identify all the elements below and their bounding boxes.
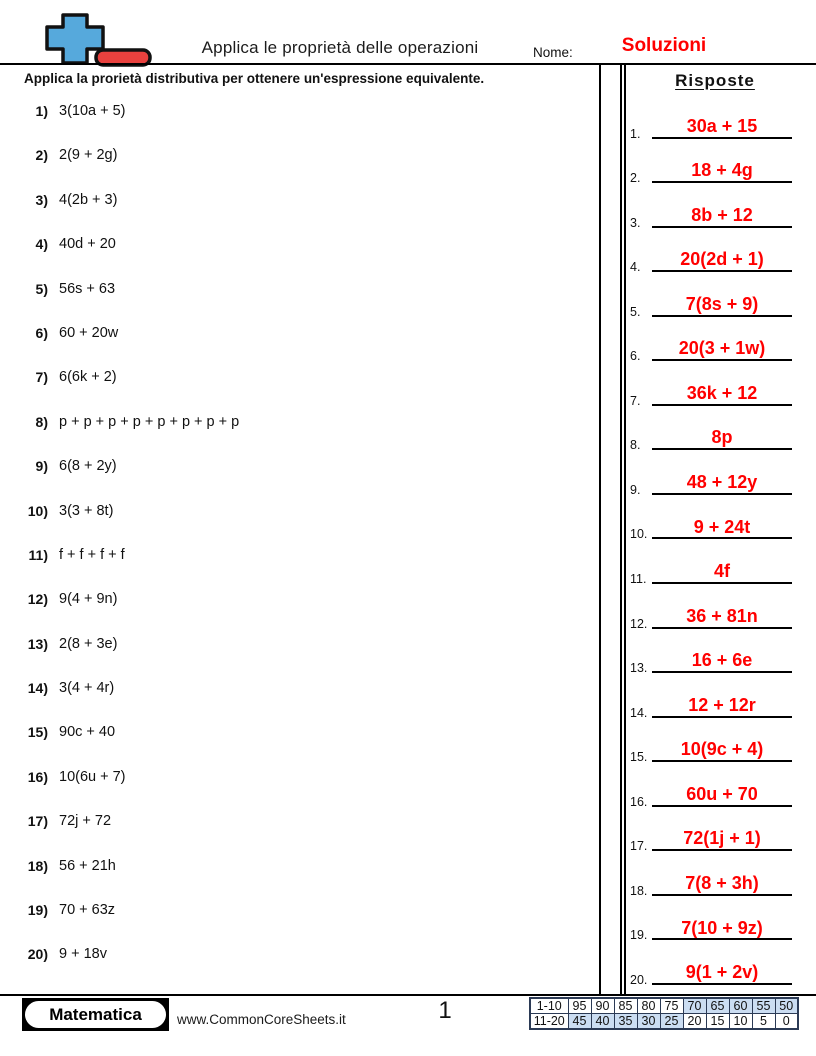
answer-value: 7(8 + 3h) <box>685 872 759 893</box>
question-row <box>0 325 595 369</box>
question-row <box>0 946 595 990</box>
question-number: 7) <box>35 369 48 386</box>
answer-value: 10(9c + 4) <box>680 739 764 760</box>
question-row <box>0 858 595 902</box>
grading-score-cell: 90 <box>591 998 614 1014</box>
answer-blank-line <box>652 339 792 361</box>
grading-table-row <box>530 1014 798 1030</box>
answer-number: 11. <box>630 572 647 587</box>
answer-number: 7. <box>630 393 641 408</box>
answer-value: 20(3 + 1w) <box>678 338 766 359</box>
grading-score-cell: 65 <box>706 998 729 1014</box>
answer-value: 9 + 24t <box>693 516 751 537</box>
question-number: 13) <box>27 635 48 652</box>
answer-value: 48 + 12y <box>686 472 758 493</box>
grading-score-cell: 55 <box>752 998 775 1014</box>
answer-number: 19. <box>630 928 648 943</box>
instruction-text: Applica la prorietà distributiva per ottenere un'espressione equivalente. <box>24 71 485 86</box>
answer-row <box>624 455 804 500</box>
question-expression: 10(6u + 7) <box>59 768 126 785</box>
question-number: 15) <box>27 724 48 741</box>
answer-number: 8. <box>630 438 641 453</box>
answers-list <box>624 99 804 990</box>
answer-blank-line <box>652 651 792 673</box>
question-expression: 56 + 21h <box>59 857 116 874</box>
answer-row <box>624 678 804 723</box>
question-number: 8) <box>35 413 48 430</box>
question-row <box>0 458 595 502</box>
answer-row <box>624 812 804 857</box>
question-number: 20) <box>27 946 48 963</box>
answer-value: 36k + 12 <box>686 382 758 403</box>
grading-score-cell: 70 <box>683 998 706 1014</box>
grading-range-label: 11-20 <box>530 1014 568 1030</box>
grading-score-cell: 45 <box>568 1014 591 1030</box>
question-row <box>0 680 595 724</box>
question-number: 16) <box>27 768 48 785</box>
question-row <box>0 902 595 946</box>
question-row <box>0 281 595 325</box>
grading-score-cell: 95 <box>568 998 591 1014</box>
question-number: 11) <box>28 546 48 563</box>
answer-row <box>624 544 804 589</box>
answer-row <box>624 856 804 901</box>
answer-number: 10. <box>630 527 648 542</box>
question-row <box>0 103 595 147</box>
answer-row <box>624 188 804 233</box>
answer-blank-line <box>652 785 792 807</box>
question-expression: 40d + 20 <box>59 236 116 253</box>
question-row <box>0 236 595 280</box>
question-expression: 9 + 18v <box>59 946 107 963</box>
answer-number: 5. <box>630 304 641 319</box>
answer-value: 72(1j + 1) <box>683 828 761 849</box>
question-expression: 72j + 72 <box>59 813 112 830</box>
name-value-solutions: Soluzioni <box>621 35 707 56</box>
question-row <box>0 547 595 591</box>
grading-score-cell: 0 <box>775 1014 798 1030</box>
answer-blank-line <box>652 384 792 406</box>
answer-blank-line <box>652 740 792 762</box>
answer-number: 16. <box>630 794 648 809</box>
answer-value: 9(1 + 2v) <box>685 962 759 983</box>
answer-number: 6. <box>630 349 641 364</box>
answer-number: 4. <box>630 260 641 275</box>
answer-blank-line <box>652 963 792 985</box>
grading-score-cell: 5 <box>752 1014 775 1030</box>
answer-row <box>624 767 804 812</box>
answer-value: 60u + 70 <box>686 783 758 804</box>
question-number: 3) <box>35 191 48 208</box>
grading-range-label: 1-10 <box>530 998 568 1014</box>
answer-value: 30a + 15 <box>686 115 758 136</box>
question-expression: 90c + 40 <box>59 724 116 741</box>
answer-value: 18 + 4g <box>691 160 753 181</box>
answer-blank-line <box>652 696 792 718</box>
answer-row <box>624 233 804 278</box>
question-number: 1) <box>35 103 48 119</box>
question-number: 9) <box>35 458 48 475</box>
footer-divider <box>0 994 816 996</box>
answer-value: 7(8s + 9) <box>685 293 759 314</box>
answers-column-title: Risposte <box>675 71 755 90</box>
question-number: 14) <box>27 680 48 697</box>
answer-row <box>624 144 804 189</box>
question-expression: 56s + 63 <box>59 280 116 297</box>
grading-score-cell: 25 <box>660 1014 683 1030</box>
question-number: 18) <box>27 857 48 874</box>
answer-blank-line <box>652 295 792 317</box>
answer-value: 8p <box>711 427 733 448</box>
answer-number: 12. <box>630 616 648 631</box>
question-number: 12) <box>27 591 48 608</box>
answer-row <box>624 500 804 545</box>
grading-score-cell: 30 <box>637 1014 660 1030</box>
question-row <box>0 503 595 547</box>
question-number: 5) <box>35 280 48 297</box>
question-row <box>0 813 595 857</box>
answer-number: 9. <box>630 482 641 497</box>
answer-row <box>624 945 804 990</box>
answer-blank-line <box>652 919 792 941</box>
answer-row <box>624 322 804 367</box>
question-row <box>0 591 595 635</box>
answer-number: 14. <box>630 705 648 720</box>
answer-row <box>624 589 804 634</box>
answer-number: 1. <box>630 126 641 141</box>
grading-score-cell: 15 <box>706 1014 729 1030</box>
answer-row <box>624 99 804 144</box>
grading-score-cell: 60 <box>729 998 752 1014</box>
question-number: 4) <box>35 236 48 253</box>
question-expression: 3(10a + 5) <box>59 103 126 119</box>
grading-score-cell: 80 <box>637 998 660 1014</box>
question-number: 2) <box>35 147 48 164</box>
grading-score-cell: 50 <box>775 998 798 1014</box>
answer-row <box>624 411 804 456</box>
answer-value: 20(2d + 1) <box>680 249 764 270</box>
question-row <box>0 769 595 813</box>
answer-blank-line <box>652 607 792 629</box>
answer-blank-line <box>652 428 792 450</box>
answer-number: 20. <box>630 972 648 987</box>
question-expression: 60 + 20w <box>59 324 119 341</box>
grading-score-cell: 10 <box>729 1014 752 1030</box>
answer-row <box>624 277 804 322</box>
answer-row <box>624 901 804 946</box>
answer-row <box>624 634 804 679</box>
answer-blank-line <box>652 473 792 495</box>
website-url: www.CommonCoreSheets.it <box>177 1012 346 1027</box>
answer-number: 3. <box>630 215 641 230</box>
header-divider <box>0 63 816 65</box>
answer-number: 2. <box>630 171 641 186</box>
question-number: 6) <box>35 324 48 341</box>
answer-blank-line <box>652 562 792 584</box>
answer-blank-line <box>652 161 792 183</box>
answer-blank-line <box>652 117 792 139</box>
question-row <box>0 147 595 191</box>
grading-table-row <box>530 998 798 1014</box>
subject-badge-label: Matematica <box>25 1001 166 1028</box>
answer-value: 7(10 + 9z) <box>681 917 763 938</box>
question-row <box>0 369 595 413</box>
question-number: 10) <box>27 502 48 519</box>
questions-answers-divider <box>599 63 601 995</box>
question-expression: 6(6k + 2) <box>59 369 117 386</box>
question-expression: 3(3 + 8t) <box>59 502 114 519</box>
answer-value: 12 + 12r <box>688 694 756 715</box>
answer-blank-line <box>652 250 792 272</box>
answer-number: 13. <box>630 661 648 676</box>
grading-table <box>529 997 799 1030</box>
question-expression: 9(4 + 9n) <box>59 591 118 608</box>
question-row <box>0 724 595 768</box>
grading-score-cell: 35 <box>614 1014 637 1030</box>
answer-blank-line <box>652 206 792 228</box>
grading-score-cell: 40 <box>591 1014 614 1030</box>
question-expression: 70 + 63z <box>59 902 116 919</box>
answer-row <box>624 723 804 768</box>
question-expression: 4(2b + 3) <box>59 191 118 208</box>
grading-score-cell: 75 <box>660 998 683 1014</box>
question-expression: 3(4 + 4r) <box>59 680 115 697</box>
answer-blank-line <box>652 874 792 896</box>
subject-badge <box>22 998 169 1031</box>
answer-number: 15. <box>630 750 648 765</box>
answer-row <box>624 366 804 411</box>
question-expression: f + f + f + f <box>59 546 125 563</box>
question-number: 19) <box>27 902 48 919</box>
page-number: 1 <box>438 997 452 1024</box>
grading-score-cell: 20 <box>683 1014 706 1030</box>
grading-score-cell: 85 <box>614 998 637 1014</box>
answer-blank-line <box>652 518 792 540</box>
questions-list <box>0 103 595 991</box>
question-expression: 2(9 + 2g) <box>59 147 118 164</box>
answer-value: 16 + 6e <box>691 650 753 671</box>
grading-table-grid <box>529 997 799 1030</box>
page-title: Applica le proprietà delle operazioni <box>201 38 479 57</box>
question-number: 17) <box>27 813 48 830</box>
answer-value: 4f <box>713 561 730 582</box>
question-row <box>0 636 595 680</box>
question-expression: 2(8 + 3e) <box>59 635 118 652</box>
answer-blank-line <box>652 829 792 851</box>
answer-value: 36 + 81n <box>686 605 758 626</box>
question-expression: 6(8 + 2y) <box>59 458 117 475</box>
answer-number: 18. <box>630 883 648 898</box>
answer-number: 17. <box>630 839 648 854</box>
name-label: Nome: <box>533 45 573 60</box>
question-row <box>0 414 595 458</box>
question-row <box>0 192 595 236</box>
question-expression: p + p + p + p + p + p + p + p <box>59 413 240 430</box>
answer-value: 8b + 12 <box>691 204 753 225</box>
